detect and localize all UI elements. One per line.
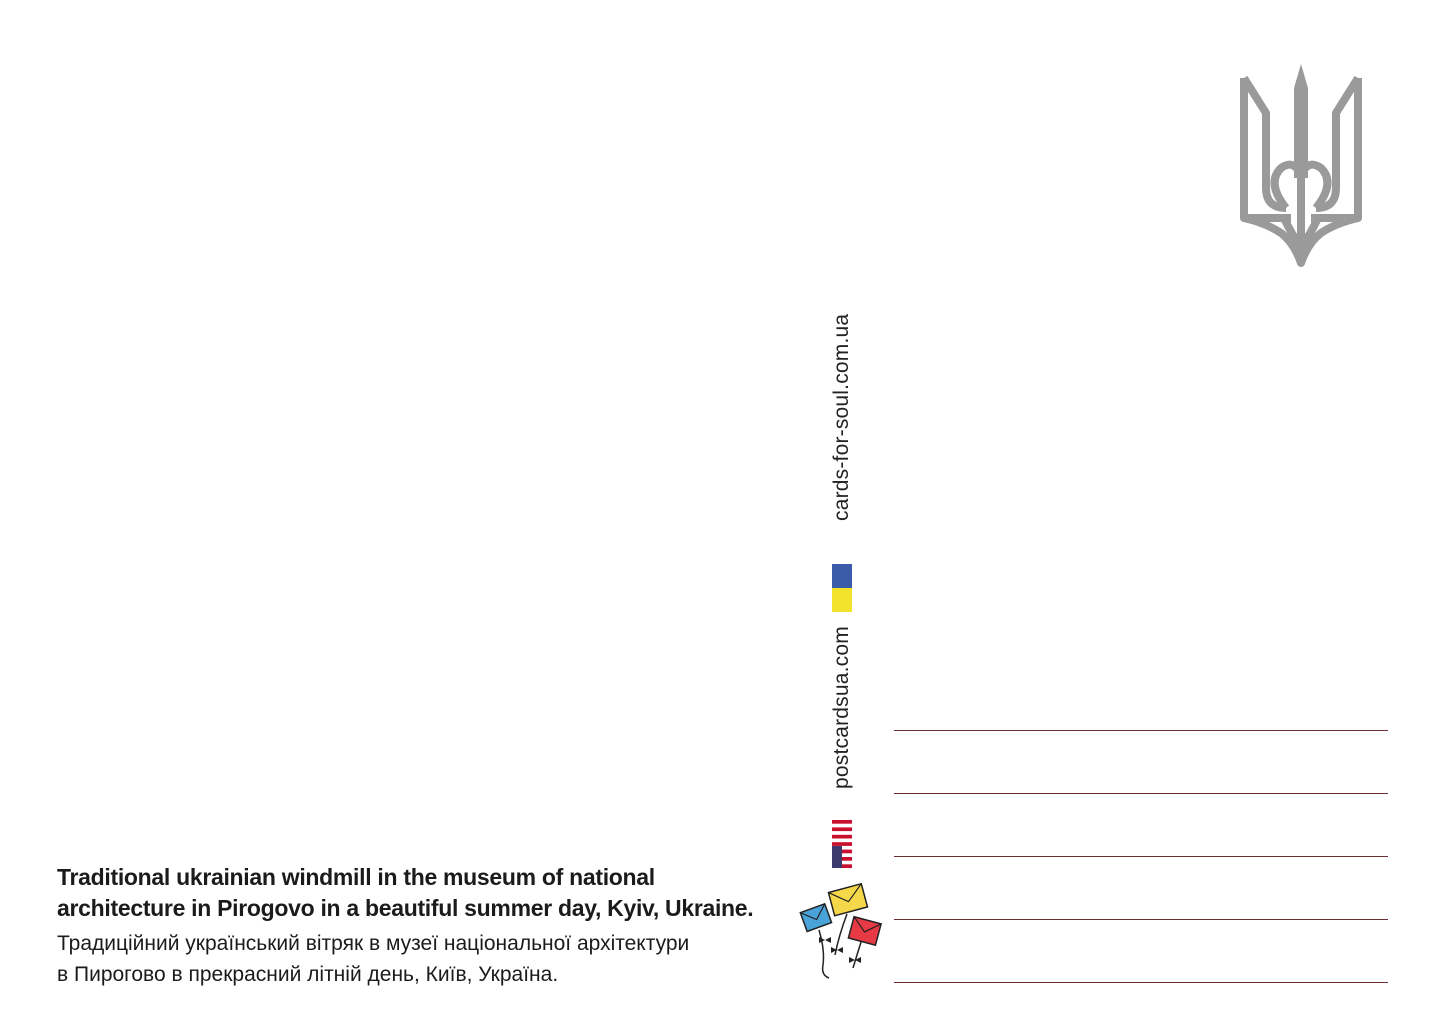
caption-ukrainian bbox=[57, 928, 797, 990]
address-line-2[interactable] bbox=[894, 793, 1388, 794]
usa-flag-icon bbox=[832, 820, 852, 868]
vertical-strip bbox=[829, 314, 855, 872]
caption bbox=[57, 862, 797, 990]
address-line-4[interactable] bbox=[894, 919, 1388, 920]
site-link-cards-for-soul[interactable]: cards-for-soul.com.ua bbox=[830, 314, 853, 522]
address-line-3[interactable] bbox=[894, 856, 1388, 857]
caption-uk-line-1: Традиційний український вітряк в музеї національної архітектури bbox=[57, 932, 690, 955]
caption-uk-line-2: в Пирогово в прекрасний літній день, Київ, Україна. bbox=[57, 963, 559, 986]
ukraine-flag-icon bbox=[832, 564, 852, 612]
trident-icon bbox=[1236, 58, 1366, 268]
envelopes-kite-logo-icon bbox=[795, 880, 890, 980]
caption-en-line-1: Traditional ukrainian windmill in the museum of national bbox=[57, 864, 655, 890]
site-link-postcardsua[interactable]: postcardsua.com bbox=[830, 626, 853, 789]
address-line-5[interactable] bbox=[894, 982, 1388, 983]
caption-en-line-2: architecture in Pirogovo in a beautiful summer day, Kyiv, Ukraine. bbox=[57, 895, 754, 921]
address-line-1[interactable] bbox=[894, 730, 1388, 731]
caption-english bbox=[57, 862, 797, 924]
